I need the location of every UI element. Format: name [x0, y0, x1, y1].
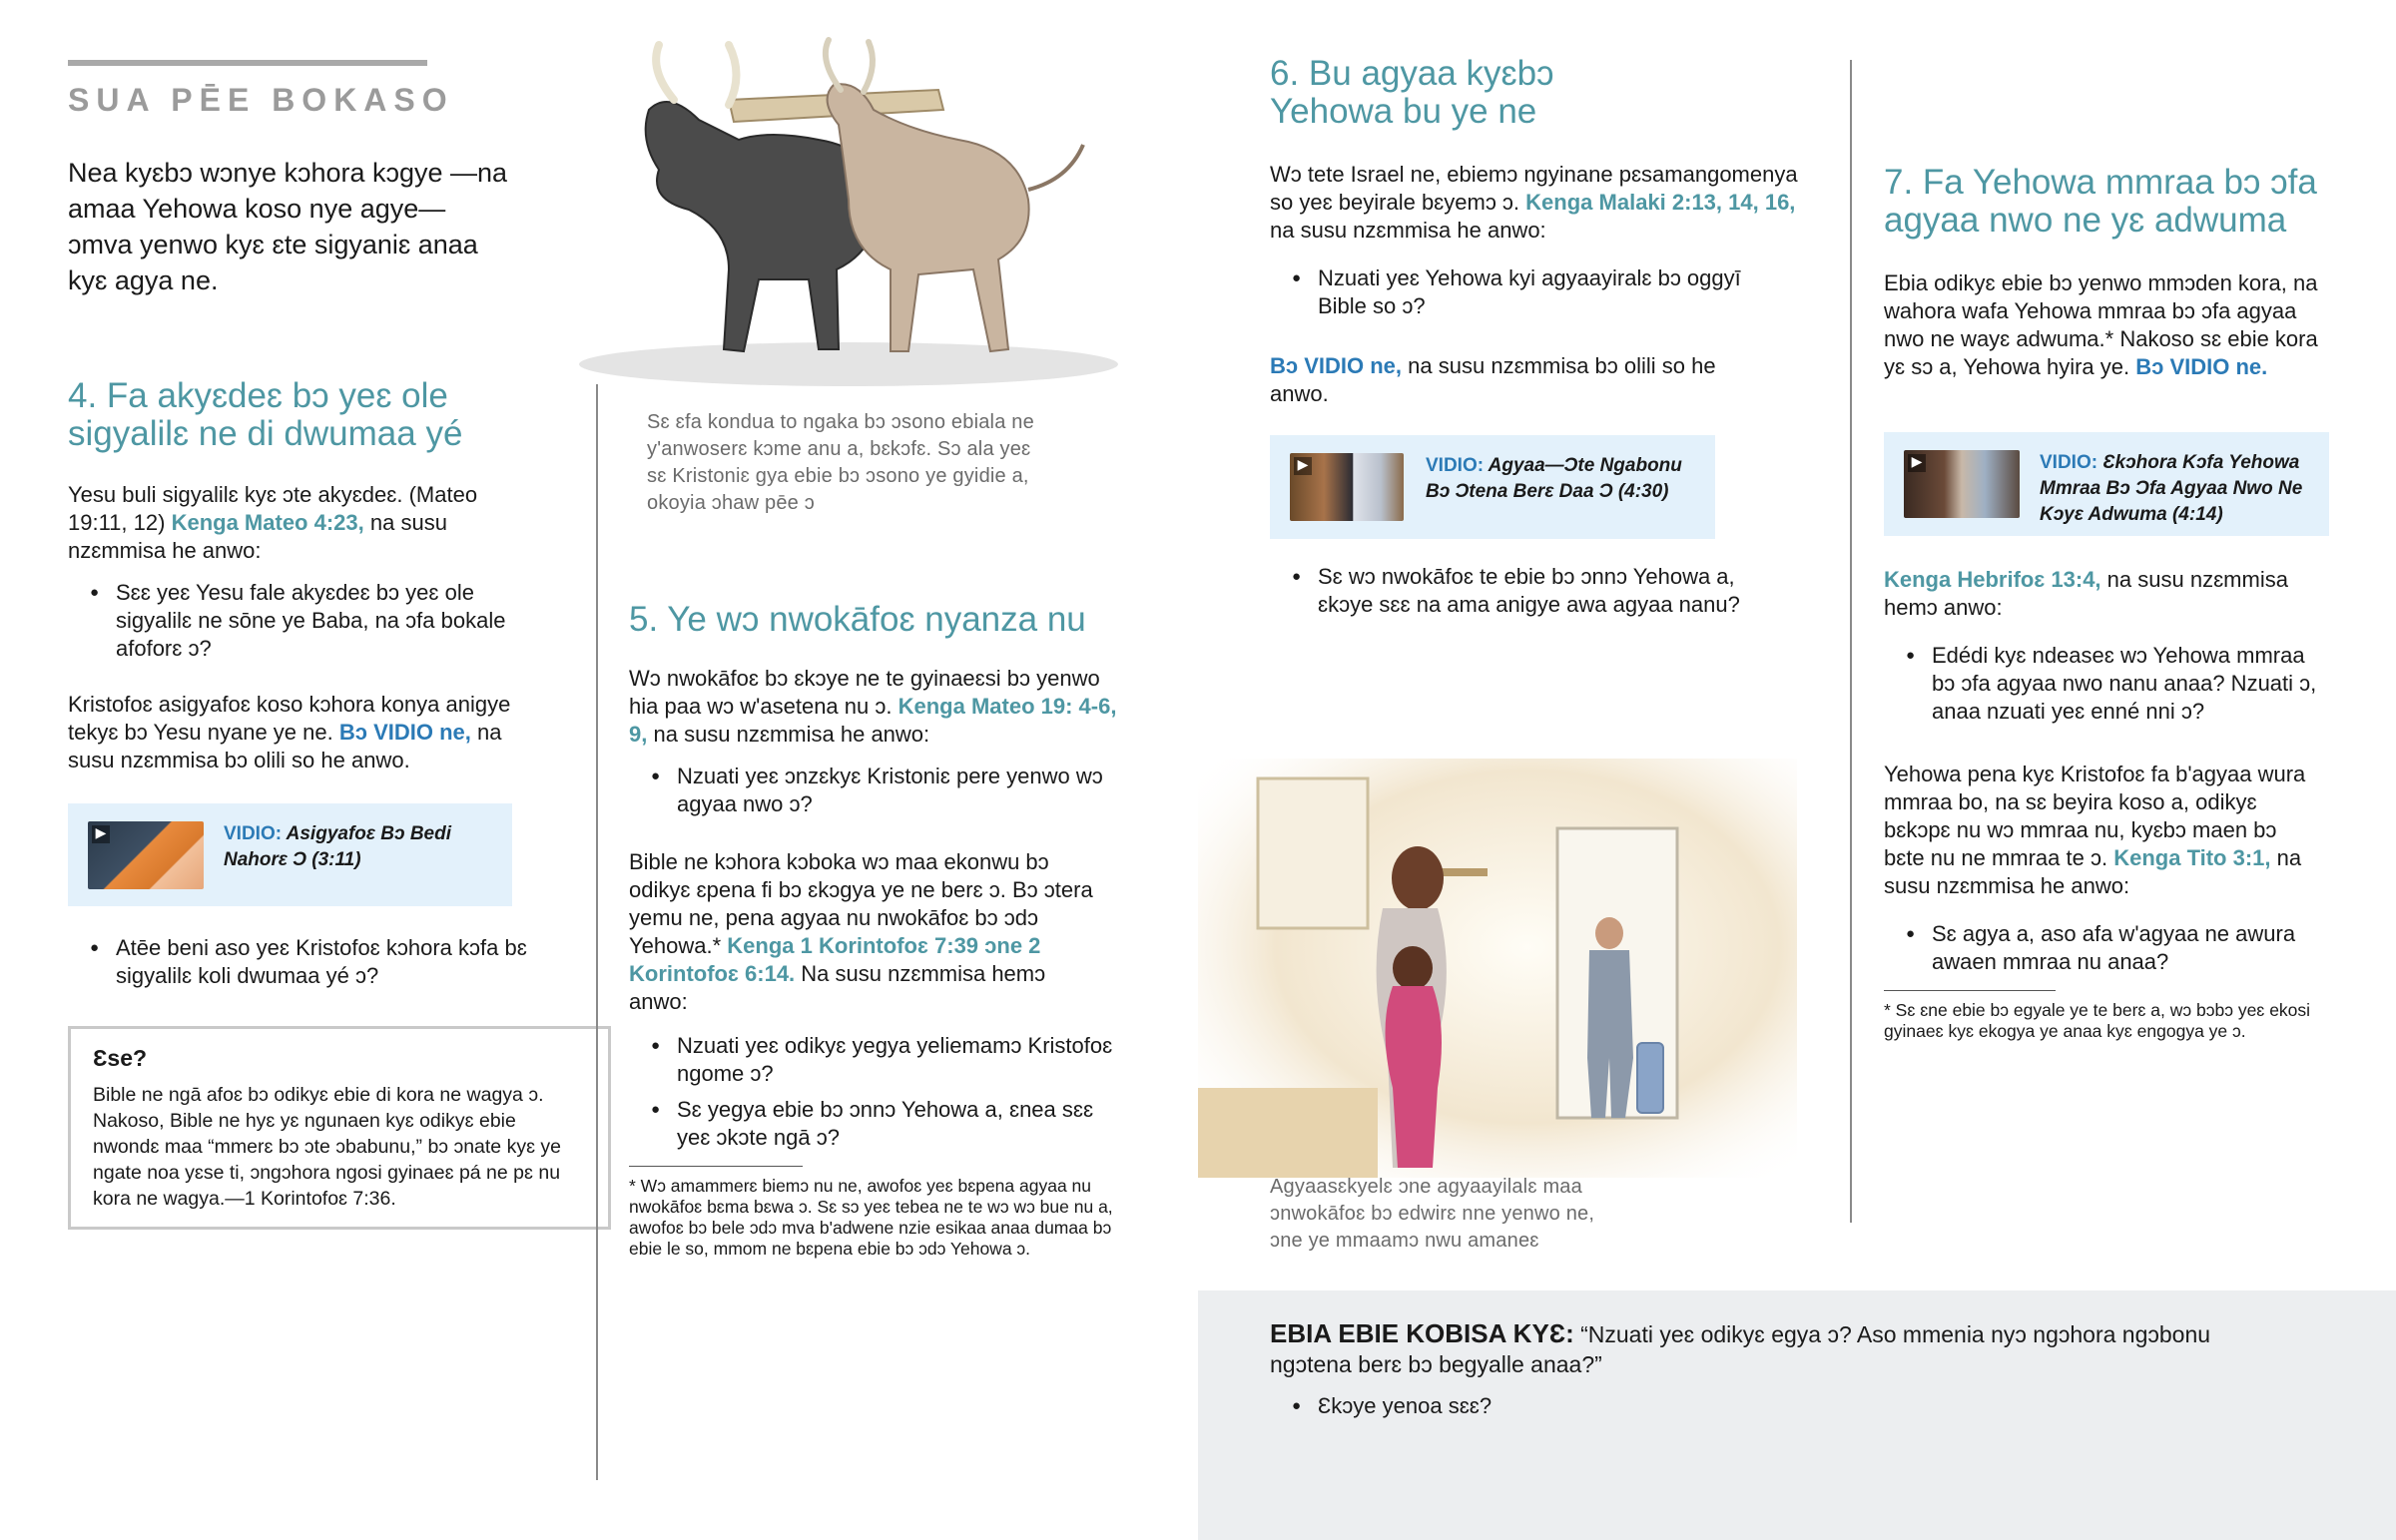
section-7-para-2: Kenga Hebrifoɛ 13:4, na susu nzɛmmisa hemɔ anwo: — [1884, 567, 2288, 620]
daughter-head — [1393, 946, 1433, 990]
info-box-text: Bible ne ngā afoɛ bɔ odikyɛ ebie di kora ne wagya ɔ. Nakoso, Bible ne hyɛ yɛ ngunaen kyɛ odikyɛ ebie nwondɛ maa “mmerɛ bɔ ɔte ɔbabunu,” bɔ ɔnate kyɛ ye ngate noa yɛse ti, ɔngɔhora ngosi gyinaeɛ pá ne pɛ nu kora ne wagya.—1 Korintofoɛ 7:36. — [93, 1084, 562, 1210]
video-label: VIDIO: — [1426, 455, 1485, 476]
question-bullet: ● Ɛkɔye yenoa sɛɛ? — [1270, 1392, 2168, 1420]
kicker: SUA PĒE BOKASO — [68, 82, 454, 118]
section-5-para-1: Wɔ nwokāfoɛ bɔ ɛkɔye ne te gyinaeɛsi bɔ yenwo hia paa wɔ w'asetena nu ɔ. Kenga Mateo 19: 4-6, 9, na susu nzɛmmisa he anwo: — [629, 666, 1117, 747]
suitcase — [1637, 1043, 1663, 1113]
bible-ref-link[interactable]: Kenga Tito 3:1, — [2113, 845, 2271, 870]
video-card-1[interactable] — [68, 803, 512, 906]
light-ox-tail — [1028, 145, 1083, 190]
footnote-rule — [629, 1166, 803, 1167]
question-bullet: ● Sɛ yegya ebie bɔ ɔnnɔ Yehowa a, ɛnea sɛɛ yeɛ ɔkɔte ngā ɔ? — [629, 1096, 1118, 1152]
discussion-list — [1270, 1392, 2168, 1428]
question-bullet: ● Nzuati yeɛ odikyɛ yegya yeliemamɔ Kristofoɛ ngome ɔ? — [629, 1032, 1118, 1088]
discussion-label: EBIA EBIE KOBISA KYƐ: — [1270, 1318, 1574, 1348]
question-bullet: ● Edédi kyɛ ndeaseɛ wɔ Yehowa mmraa bɔ ɔfa agyaa nwo nanu anaa? Nzuati ɔ, anaa nzuati yeɛ enné nni ɔ? — [1884, 642, 2323, 726]
section-6-list-1 — [1270, 264, 1789, 328]
discussion-panel — [1198, 1290, 2396, 1540]
video-title: Agyaa—Ɔte Ngabonu Bɔ Ɔtena Berɛ Daa Ɔ (4:30) — [1426, 455, 1682, 502]
section-4-title: 4. Fa akyɛdeɛ bɔ yeɛ ole sigyalilɛ ne di dwumaa yé — [68, 376, 463, 453]
counter — [1198, 1088, 1378, 1178]
video-label: VIDIO: — [224, 823, 283, 844]
play-icon[interactable]: ▶ — [1294, 457, 1312, 475]
video-card-3[interactable] — [1884, 432, 2329, 536]
light-ox — [828, 84, 1029, 351]
question-bullet: ● Sɛ agya a, aso afa w'agyaa ne awura awaen mmraa nu anaa? — [1884, 920, 2323, 976]
section-4-para-2: Kristofoɛ asigyafoɛ koso kɔhora konya anigye tekyɛ bɔ Yesu nyane ye ne. Bɔ VIDIO ne, na susu nzɛmmisa bɔ olili so he anwo. — [68, 692, 511, 772]
section-7-para-3: Yehowa pena kyɛ Kristofoɛ fa b'agyaa wura mmraa bo, na sɛ beyira koso a, odikyɛ bɛkɔpɛ nu wɔ mmraa nu, kyɛbɔ maen bɔ bɛte nu ne mmraa te ɔ. Kenga Tito 3:1, na susu nzɛmmisa he anwo: — [1884, 762, 2306, 898]
bible-ref-link[interactable]: Kenga Mateo 19: 4-6, 9, — [629, 694, 1117, 747]
section-5-list-2 — [629, 1032, 1118, 1160]
video-link[interactable]: Bɔ VIDIO ne, — [1270, 353, 1403, 378]
play-icon[interactable]: ▶ — [1908, 454, 1926, 472]
dark-ox-horn-right — [729, 45, 737, 105]
question-bullet: ● Sɛɛ yeɛ Yesu fale akyɛdeɛ bɔ yeɛ ole sigyalilɛ ne sōne ye Baba, na ɔfa bokale afoforɛ ɔ? — [68, 579, 537, 663]
video-thumbnail[interactable] — [1904, 450, 2020, 518]
video-thumbnail[interactable] — [88, 821, 204, 889]
question-bullet: ● Nzuati yeɛ ɔnzɛkyɛ Kristoniɛ pere yenwo wɔ agyaa nwo ɔ? — [629, 763, 1118, 818]
discussion-question: EBIA EBIE KOBISA KYƐ: “Nzuati yeɛ odikyɛ egya ɔ? Aso mmenia nyɔ ngɔhora ngɔbonu ngɔtena berɛ bɔ begyalle anaa?” — [1270, 1318, 2211, 1377]
intro-text: Nea kyɛbɔ wɔnye kɔhora kɔgye —na amaa Yehowa koso nye agye— ɔmva yenwo kyɛ ɛte sigyaniɛ anaa kyɛ agya ne. — [68, 158, 508, 295]
footnote: * Sɛ ɛne ebie bɔ egyale ye te berɛ a, wɔ bɔbɔ yeɛ ekosi gyinaeɛ kyɛ ekogya ye anaa kyɛ engogya ye ɔ. — [1884, 1000, 2311, 1041]
video-link[interactable]: Bɔ VIDIO ne. — [2135, 354, 2268, 379]
window — [1258, 778, 1368, 928]
section-4-list-2 — [68, 934, 537, 998]
man-head — [1595, 917, 1623, 949]
section-4-list-1 — [68, 579, 537, 671]
bible-ref-link[interactable]: Kenga Mateo 4:23, — [171, 510, 364, 535]
column-divider — [596, 384, 598, 1480]
bible-ref-link[interactable]: Kenga Hebrifoɛ 13:4, — [1884, 567, 2101, 592]
question-bullet: ● Sɛ wɔ nwokāfoɛ te ebie bɔ ɔnnɔ Yehowa a, ɛkɔye sɛɛ na ama anigye awa agyaa nanu? — [1270, 563, 1769, 619]
section-7-title: 7. Fa Yehowa mmraa bɔ ɔfa agyaa nwo ne yɛ adwuma — [1884, 163, 2317, 240]
section-5-list-1 — [629, 763, 1118, 826]
oxen-illustration — [579, 30, 1118, 389]
dark-ox-horn-left — [656, 45, 674, 100]
section-7-para-1: Ebia odikyɛ ebie bɔ yenwo mmɔden kora, na wahora wafa Yehowa mmraa bɔ ɔfa agyaa nwo ne wayɛ adwuma.* Nakoso sɛ ebie kora yɛ sɔ a, Yehowa hyira ye. Bɔ VIDIO ne. — [1884, 270, 2318, 379]
video-thumbnail[interactable] — [1290, 453, 1404, 521]
info-box — [68, 1026, 611, 1230]
kicker-rule — [68, 60, 427, 66]
footnote: * Wɔ amammerɛ biemɔ nu ne, awofoɛ yeɛ bɛpena agyaa nu nwokāfoɛ bɛma bɛwa ɔ. Sɛ sɔ yeɛ tebea ne te wɔ wɔ bue nu a, awofoɛ bɔ bele ɔdɔ mva b'adwene nzie esikaa anaa dumaa bɔ ebie le so, mmom ne bɛpena ebie bɔ ɔdɔ Yehowa ɔ. — [629, 1176, 1113, 1259]
mother-head — [1392, 846, 1444, 910]
section-7-list-2 — [1884, 920, 2323, 984]
section-5-para-2: Bible ne kɔhora kɔboka wɔ maa ekonwu bɔ odikyɛ ɛpena fi bɔ ɛkɔgya ye ne berɛ ɔ. Bɔ ɔtera yemu ne, pena agyaa nu nwokāfoɛ bɔ ɔdɔ Yehowa.* Kenga 1 Korintofoɛ 7:39 ɔne 2 Korintofoɛ 6:14. Na susu nzɛmmisa hemɔ anwo: — [629, 849, 1093, 1014]
ground-shadow — [579, 342, 1118, 386]
footnote-rule — [1884, 990, 2056, 991]
section-6-list-2 — [1270, 563, 1769, 627]
light-ox-horn — [826, 40, 873, 92]
section-5-title: 5. Ye wɔ nwokāfoɛ nyanza nu — [629, 600, 1086, 639]
section-6-title: 6. Bu agyaa kyɛbɔ Yehowa bu ye ne — [1270, 54, 1554, 131]
bible-ref-link[interactable]: Kenga 1 Korintofoɛ 7:39 ɔne 2 Korintofoɛ 6:14. — [629, 933, 1041, 986]
section-6-para-2: Bɔ VIDIO ne, na susu nzɛmmisa bɔ olili so he anwo. — [1270, 353, 1716, 406]
bible-ref-link[interactable]: Kenga Malaki 2:13, 14, 16, — [1525, 190, 1796, 215]
section-4-para-1: Yesu buli sigyalilɛ kyɛ ɔte akyɛdeɛ. (Mateo 19:11, 12) Kenga Mateo 4:23, na susu nzɛmmisa he anwo: — [68, 482, 478, 563]
family-caption: Agyaasɛkyelɛ ɔne agyaayilalɛ maa ɔnwokāfoɛ bɔ edwirɛ nne yenwo ne, ɔne ye mmaamɔ nwu amaneɛ — [1270, 1176, 1595, 1252]
family-illustration — [1198, 759, 1797, 1178]
video-link[interactable]: Bɔ VIDIO ne, — [338, 720, 471, 745]
question-bullet: ● Nzuati yeɛ Yehowa kyi agyaayiralɛ bɔ oggyī Bible so ɔ? — [1270, 264, 1789, 320]
video-title: Asigyafoɛ Bɔ Bedi Nahorɛ Ɔ (3:11) — [224, 823, 451, 870]
play-icon[interactable]: ▶ — [92, 825, 110, 843]
question-bullet: ● Atēe beni aso yeɛ Kristofoɛ kɔhora kɔfa bɛ sigyalilɛ koli dwumaa yé ɔ? — [68, 934, 537, 990]
section-7-list-1 — [1884, 642, 2323, 734]
video-card-2[interactable] — [1270, 435, 1715, 539]
video-title: Ɛkɔhora Kɔfa Yehowa Mmraa Bɔ Ɔfa Agyaa Nwo Ne Kɔyɛ Adwuma (4:14) — [2040, 452, 2303, 525]
section-6-para-1: Wɔ tete Israel ne, ebiemɔ ngyinane pɛsamangomenya so yeɛ beyirale bɛyemɔ ɔ. Kenga Malaki 2:13, 14, 16, na susu nzɛmmisa he anwo: — [1270, 162, 1798, 243]
column-divider — [1850, 60, 1852, 1223]
oxen-caption: Sɛ ɛfa kondua to ngaka bɔ ɔsono ebiala ne y'anwoserɛ kɔme anu a, bɛkɔfɛ. Sɔ ala yeɛ sɛ Kristoniɛ gya ebie bɔ ɔsono ye gyidie a, okoyia ɔhaw pēe ɔ — [647, 411, 1034, 514]
video-label: VIDIO: — [2040, 452, 2098, 473]
info-box-title: Ɛse? — [93, 1045, 148, 1071]
